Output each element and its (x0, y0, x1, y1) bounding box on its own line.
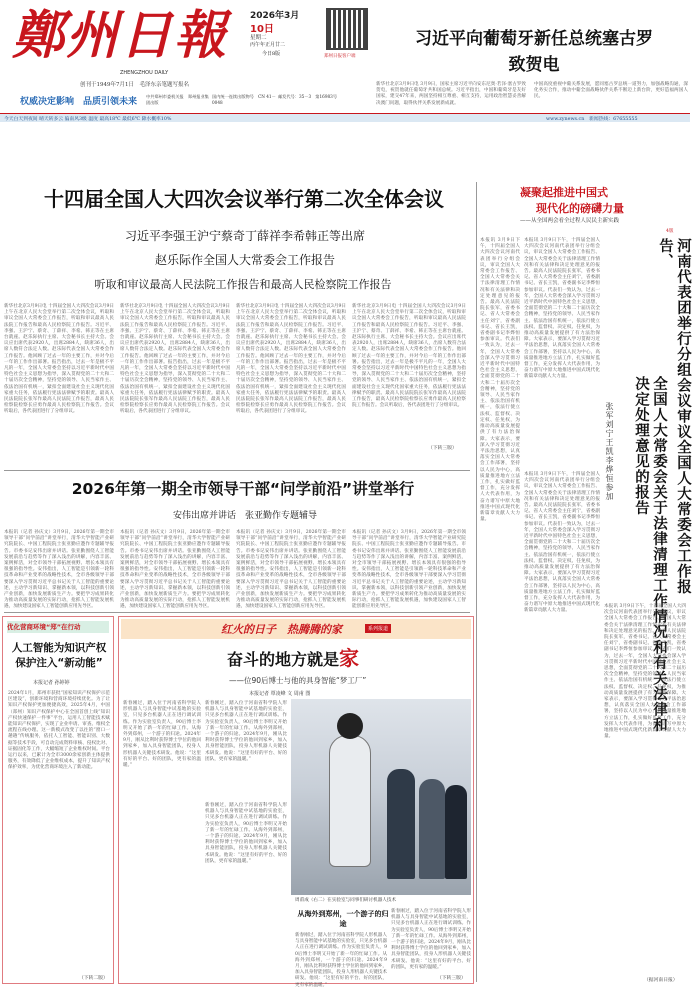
qr-caption: 郑州日报客户端 (324, 54, 356, 59)
date-block (250, 8, 320, 68)
lead-body-col3: 新华社北京3月9日电 十四届全国人大四次会议3月9日上午在北京人民大会堂举行第二次全体会议，听取和审议全国人大常委会工作报告，听取和审议最高人民法院工作报告和最高人民检察院工作报告。习近平、李强、王沪宁、蔡奇、丁薛祥、李希、韩正等在主席台就座。赵乐际执行主席、大会秘书长主持大会。会议应出席代表2920人，出席2884人，缺席36人，出席人数符合法定人数。赵乐际代表全国人大常委会作工作报告。他回顾了过去一年的主要工作，并对今后一年的工作作出部署。报告指出，过去一年是极不平凡的一年，全国人大常委会坚持以习近平新时代中国特色社会主义思想为指导，深入贯彻党的二十大和二十届历次全会精神，坚持党的领导、人民当家作主、依法治国有机统一，紧扣全面建设社会主义现代化国家重大任务，依法履行宪法法律赋予的职责。最高人民法院院长张军作最高人民法院工作报告，最高人民检察院检察长应勇作最高人民检察院工作报告。会议听取后，各代表团进行了分组审议。 (236, 304, 346, 415)
bottom-right-body-col5: 新春刚过，踏入位于河南省科学院人形机器人与具身智能中试基地的实验室，只见多台机器人正在进行调试训练。作为实验室负责人，90后博士李明又开始了新一年的忙碌工作。从海外到郑州，一个游子的归途。2024年9月，刚从比利时获得博士学位的他回到家乡，加入具身智能团队，投身人形机器人关键技术研发。他说：“这里有好的平台、好的团队，更有家的温暖。” (391, 909, 471, 970)
second-sub: 安伟出席并讲话 张亚勤作专题辅导 (172, 511, 317, 521)
lead-body-col2: 新华社北京3月9日电 十四届全国人大四次会议3月9日上午在北京人民大会堂举行第二次全体会议，听取和审议全国人大常委会工作报告，听取和审议最高人民法院工作报告和最高人民检察院工作报告。习近平、李强、王沪宁、蔡奇、丁薛祥、李希、韩正等在主席台就座。赵乐际执行主席、大会秘书长主持大会。会议应出席代表2920人，出席2884人，缺席36人，出席人数符合法定人数。赵乐际代表全国人大常委会作工作报告。他回顾了过去一年的主要工作，并对今后一年的工作作出部署。报告指出，过去一年是极不平凡的一年，全国人大常委会坚持以习近平新时代中国特色社会主义思想为指导，深入贯彻党的二十大和二十届历次全会精神，坚持党的领导、人民当家作主、依法治国有机统一，紧扣全面建设社会主义现代化国家重大任务，依法履行宪法法律赋予的职责。最高人民法院院长张军作最高人民法院工作报告，最高人民检察院检察长应勇作最高人民检察院工作报告。会议听取后，各代表团进行了分组审议。 (120, 304, 230, 415)
bottom-left-byline: 本报记者 孙婷婷 (33, 680, 70, 686)
side-body-col1: 本报讯 3月9日下午，十四届全国人大四次会议河南代表团举行分组会议，审议全国人大常委会工作报告、全国人大常委会关于法律清理工作情况和有关法律和决定处理意见的报告。最高人民法院院长张军，省委书记、省人大常委会主任刘宁，省委副书记、省长王凯，省委副书记李烨恒参加审议。代表们一致认为，过去一年，全国人大常委会深入学习贯彻习近平新时代中国特色社会主义思想，全面贯彻党的二十大和二十届历次全会精神，坚持党的领导、人民当家作主、依法治国有机统一，依法行使立法权、监督权、决定权、任免权，为推动高质量发展提供了有力法治保障。大家表示，要深入学习贯彻习近平法治思想，认真落实全国人大常委会工作部署，坚持以人民为中心，高质量推进地方立法工作，扎实做好监督工作，充分发挥人大代表作用，为奋力谱写中原大地推进中国式现代化新篇章贡献人大力量。 (480, 238, 520, 523)
side-headline-1[interactable]: 河南代表团举行分组会议审议全国人大常委会工作报告、 (657, 238, 691, 595)
side-banner (480, 182, 686, 234)
date-day: 10日 (250, 24, 274, 35)
side-body-col3: 本报讯 3月9日下午，十四届全国人大四次会议河南代表团举行分组会议，审议全国人大常委会工作报告、全国人大常委会关于法律清理工作情况和有关法律和决定处理意见的报告。最高人民法院院长张军，省委书记、省人大常委会主任刘宁，省委副书记、省长王凯，省委副书记李烨恒参加审议。代表们一致认为，过去一年，全国人大常委会深入学习贯彻习近平新时代中国特色社会主义思想，全面贯彻党的二十大和二十届历次全会精神，坚持党的领导、人民当家作主、依法治国有机统一，依法行使立法权、监督权、决定权、任免权，为推动高质量发展提供了有力法治保障。大家表示，要深入学习贯彻习近平法治思想，认真落实全国人大常委会工作部署，坚持以人民为中心，高质量推进地方立法工作，扎实做好监督工作，充分发挥人大代表作用，为奋力谱写中原大地推进中国式现代化新篇章贡献人大力量。 (604, 604, 686, 740)
qr-code-icon[interactable] (326, 8, 368, 50)
pull-quote: 从海外到郑州，一个游子的归途 (297, 910, 389, 928)
lead-sub1: 习近平李强王沪宁蔡奇丁薛祥李希韩正等出席 (124, 229, 365, 243)
bottom-right-body-col3: 新春刚过，踏入位于河南省科学院人形机器人与具身智能中试基地的实验室，只见多台机器人正在进行调试训练。作为实验室负责人，90后博士李明又开始了新一年的忙碌工作。从海外到郑州，一个游子的归途。2024年9月，刚从比利时获得博士学位的他回到家乡，加入具身智能团队，投身人形机器人关键技术研发。他说：“这里有好的平台、好的团队，更有家的温暖。” (205, 803, 287, 864)
divider-vertical (476, 182, 477, 982)
weather-bar (0, 114, 690, 122)
bottom-right-box (118, 616, 474, 988)
page-count: 今日8版 (262, 51, 281, 57)
publisher-line: 中共郑州市委机关报 郑州报业集团出版 (146, 94, 209, 105)
side-body-top: 本报讯 3月9日下午，十四届全国人大四次会议河南代表团举行分组会议，审议全国人大常委会工作报告、全国人大常委会关于法律清理工作情况和有关法律和决定处理意见的报告。最高人民法院院长张军，省委书记、省人大常委会主任刘宁，省委副书记、省长王凯，省委副书记李烨恒参加审议。代表们一致认为，过去一年，全国人大常委会深入学习贯彻习近平新时代中国特色社会主义思想，全面贯彻党的二十大和二十届历次全会精神，坚持党的领导、人民当家作主、依法治国有机统一，依法行使立法权、监督权、决定权、任免权，为推动高质量发展提供了有力法治保障。大家表示，要深入学习贯彻习近平法治思想，认真落实全国人大常委会工作部署，坚持以人民为中心，高质量推进地方立法工作，扎实做好监督工作，充分发挥人大代表作用，为奋力谱写中原大地推进中国式现代化新篇章贡献人大力量。 (524, 238, 600, 380)
side-continued[interactable]: （据河南日报） (644, 978, 678, 983)
slogan: 权威决定影响 品质引领未来 (20, 97, 138, 107)
bottom-right-sub: ——位90后博士与他的具身智能“梦工厂” (229, 676, 367, 685)
side-body-col2: 本报讯 3月9日下午，十四届全国人大四次会议河南代表团举行分组会议，审议全国人大常委会工作报告、全国人大常委会关于法律清理工作情况和有关法律和决定处理意见的报告。最高人民法院院长张军，省委书记、省人大常委会主任刘宁，省委副书记、省长王凯，省委副书记李烨恒参加审议。代表们一致认为，过去一年，全国人大常委会深入学习贯彻习近平新时代中国特色社会主义思想，全面贯彻党的二十大和二十届历次全会精神，坚持党的领导、人民当家作主、依法治国有机统一，依法行使立法权、监督权、决定权、任免权，为推动高质量发展提供了有力法治保障。大家表示，要深入学习贯彻习近平法治思想，认真落实全国人大常委会工作部署，坚持以人民为中心，高质量推进地方立法工作，扎实做好监督工作，充分发挥人大代表作用，为奋力谱写中原大地推进中国式现代化新篇章贡献人大力量。 (524, 472, 600, 614)
divider-lead (4, 470, 470, 471)
website-text: www.zynews.cn 新闻热线：67655555 (546, 117, 638, 122)
headline-key-char: 家 (339, 646, 360, 670)
masthead-pinyin: ZHENGZHOU DAILY (120, 70, 169, 76)
top-story-col2: 中国高度重视中葡关系发展，愿同塞古罗总统一道努力，加强战略沟通，深化务实合作，推动中葡全面战略伙伴关系不断迈上新台阶，更好造福两国人民。 (534, 82, 688, 100)
side-sub: 张军刘宁王凯李烨恒参加 (605, 402, 614, 501)
second-body-col4: 本报讯（记者 孙庆文）3月9日，2026年第一期全市领导干部“问学前沿”讲堂举行，清华大学智能产业研究院院长、中国工程院院士张亚勤应邀作专题辅导报告。市委书记安伟出席并讲话。张亚勤围绕人工智能发展前沿与趋势等作了深入浅出的讲解，内容丰富、案例鲜活，对全市领导干部拓展视野、增长本领具有很强的指导性。安伟指出，人工智能是引领新一轮科技革命和产业变革的战略性技术，全市各级领导干部要深入学习贯彻习近平总书记关于人工智能的重要论述，主动学习新知识、掌握新本领，以科技创新引领产业创新，加快发展新质生产力。要把学习成果转化为推动高质量发展的实际行动，抢抓人工智能发展机遇，加快建设国家人工智能创新应用先导区。 (352, 530, 466, 610)
date-lunar: 丙午年正月廿二 (250, 42, 286, 48)
bottom-right-banner (121, 619, 471, 639)
lead-body-col4: 新华社北京3月9日电 十四届全国人大四次会议3月9日上午在北京人民大会堂举行第二次全体会议，听取和审议全国人大常委会工作报告，听取和审议最高人民法院工作报告和最高人民检察院工作报告。习近平、李强、王沪宁、蔡奇、丁薛祥、李希、韩正等在主席台就座。赵乐际执行主席、大会秘书长主持大会。会议应出席代表2920人，出席2884人，缺席36人，出席人数符合法定人数。赵乐际代表全国人大常委会作工作报告。他回顾了过去一年的主要工作，并对今后一年的工作作出部署。报告指出，过去一年是极不平凡的一年，全国人大常委会坚持以习近平新时代中国特色社会主义思想为指导，深入贯彻党的二十大和二十届历次全会精神，坚持党的领导、人民当家作主、依法治国有机统一，紧扣全面建设社会主义现代化国家重大任务，依法履行宪法法律赋予的职责。最高人民法院院长张军作最高人民法院工作报告，最高人民检察院检察长应勇作最高人民检察院工作报告。会议听取后，各代表团进行了分组审议。 (352, 304, 466, 409)
issn-line: 国内统一连续出版物号 CN 41－0048 (212, 94, 276, 105)
bottom-right-banner-text: 红火的日子 热腾腾的家 (221, 623, 342, 636)
bottom-right-body-col1: 新春刚过，踏入位于河南省科学院人形机器人与具身智能中试基地的实验室，只见多台机器人正在进行调试训练。作为实验室负责人，90后博士李明又开始了新一年的忙碌工作。从海外到郑州，一个游子的归途。2024年9月，刚从比利时获得博士学位的他回到家乡，加入具身智能团队，投身人形机器人关键技术研发。他说：“这里有好的平台、好的团队，更有家的温暖。” (123, 701, 201, 769)
bottom-right-headline-text: 奋斗的地方就是家 (227, 646, 360, 670)
bottom-right-byline: 本报记者 覃凌峰 文 周甫 图 (249, 691, 311, 697)
bottom-left-body: 2024年1月，郑州市获批“国家知识产权保护示范区建设”，创新环境和营商环境持续优化。为了让知识产权保护更加便捷高效，2025年4月，中国（郑州）知识产权保护中心在全国首创上线“知识产权快速保护一件事”平台，运用人工智能技术赋能知识产权保护，实现了企业申请、审查、维权全流程在线办理。这一新模式改变了以往的“窗口一趟趟”传统服务，依托人工智能、智能识别、大数据等技术手段，可自动完成资料审核、侵权比对、证据固化等工作，大幅缩短了企业维权时间。平台运行以来，已累计为全市3000余家创新主体提供服务，有效降低了企业维权成本，提升了知识产权保护效率，为优化营商环境注入了新动能。 (8, 691, 110, 771)
lead-sub3: 听取和审议最高人民法院工作报告和最高人民检察院工作报告 (94, 278, 392, 291)
robot-head (337, 713, 363, 739)
second-body-col3: 本报讯（记者 孙庆文）3月9日，2026年第一期全市领导干部“问学前沿”讲堂举行，清华大学智能产业研究院院长、中国工程院院士张亚勤应邀作专题辅导报告。市委书记安伟出席并讲话。张亚勤围绕人工智能发展前沿与趋势等作了深入浅出的讲解，内容丰富、案例鲜活，对全市领导干部拓展视野、增长本领具有很强的指导性。安伟指出，人工智能是引领新一轮科技革命和产业变革的战略性技术，全市各级领导干部要深入学习贯彻习近平总书记关于人工智能的重要论述，主动学习新知识、掌握新本领，以科技创新引领产业创新，加快发展新质生产力。要把学习成果转化为推动高质量发展的实际行动，抢抓人工智能发展机遇，加快建设国家人工智能创新应用先导区。 (236, 530, 346, 610)
photo-caption: 周甫成（右二）在实验室与同事们研讨机器人技术 (295, 898, 397, 903)
weather-text: 今天白天到夜间 晴天转多云 偏南风3级 温度 最高18℃ 最低6℃ 降水概率10% (4, 117, 172, 122)
side-banner-page[interactable]: 4版 (666, 229, 674, 234)
divider-second (4, 612, 470, 613)
second-body-col1: 本报讯（记者 孙庆文）3月9日，2026年第一期全市领导干部“问学前沿”讲堂举行，清华大学智能产业研究院院长、中国工程院院士张亚勤应邀作专题辅导报告。市委书记安伟出席并讲话。张亚勤围绕人工智能发展前沿与趋势等作了深入浅出的讲解，内容丰富、案例鲜活，对全市领导干部拓展视野、增长本领具有很强的指导性。安伟指出，人工智能是引领新一轮科技革命和产业变革的战略性技术，全市各级领导干部要深入学习贯彻习近平总书记关于人工智能的重要论述，主动学习新知识、掌握新本领，以科技创新引领产业创新，加快发展新质生产力。要把学习成果转化为推动高质量发展的实际行动，抢抓人工智能发展机遇，加快建设国家人工智能创新应用先导区。 (4, 530, 114, 610)
side-headline-2[interactable]: 全国人大常委会关于法律清理工作情况和有关法律和决定处理意见的报告 (633, 376, 667, 733)
side-banner-line1: 凝聚起推进中国式 (520, 186, 608, 199)
series-tag: 系列报道 (365, 624, 391, 633)
lab-photo (291, 699, 471, 895)
bottom-left-headline[interactable]: 人工智能为知识产权保护注入“新动能” (11, 642, 107, 669)
top-story (376, 2, 688, 112)
person-2 (419, 779, 445, 879)
top-story-col1: 新华社北京3月9日电 3月9日，国家主席习近平向安东尼奥·若泽·塞古罗致贺电，祝贺他就任葡萄牙共和国总统。习近平指出，中国和葡萄牙是友好国家，建交47年来，两国坚持相互尊重、相互支持，运用政治智慧妥善解决澳门问题，取得伙伴关系发展新成就。 (376, 82, 526, 106)
masthead (0, 0, 372, 120)
date-year: 2026年3月 (250, 11, 300, 21)
lead-sub2: 赵乐际作全国人大常委会工作报告 (154, 253, 335, 267)
bottom-right-body-col2: 新春刚过，踏入位于河南省科学院人形机器人与具身智能中试基地的实验室，只见多台机器人正在进行调试训练。作为实验室负责人，90后博士李明又开始了新一年的忙碌工作。从海外到郑州，一个游子的归途。2024年9月，刚从比利时获得博士学位的他回到家乡，加入具身智能团队，投身人形机器人关键技术研发。他说：“这里有好的平台、好的团队，更有家的温暖。” (205, 701, 287, 762)
second-body-col2: 本报讯（记者 孙庆文）3月9日，2026年第一期全市领导干部“问学前沿”讲堂举行，清华大学智能产业研究院院长、中国工程院院士张亚勤应邀作专题辅导报告。市委书记安伟出席并讲话。张亚勤围绕人工智能发展前沿与趋势等作了深入浅出的讲解，内容丰富、案例鲜活，对全市领导干部拓展视野、增长本领具有很强的指导性。安伟指出，人工智能是引领新一轮科技革命和产业变革的战略性技术，全市各级领导干部要深入学习贯彻习近平总书记关于人工智能的重要论述，主动学习新知识、掌握新本领，以科技创新引领产业创新，加快发展新质生产力。要把学习成果转化为推动高质量发展的实际行动，抢抓人工智能发展机遇，加快建设国家人工智能创新应用先导区。 (120, 530, 230, 610)
robot-figure (329, 735, 371, 867)
lead-body-col1: 新华社北京3月9日电 十四届全国人大四次会议3月9日上午在北京人民大会堂举行第二次全体会议，听取和审议全国人大常委会工作报告，听取和审议最高人民法院工作报告和最高人民检察院工作报告。习近平、李强、王沪宁、蔡奇、丁薛祥、李希、韩正等在主席台就座。赵乐际执行主席、大会秘书长主持大会。会议应出席代表2920人，出席2884人，缺席36人，出席人数符合法定人数。赵乐际代表全国人大常委会作工作报告。他回顾了过去一年的主要工作，并对今后一年的工作作出部署。报告指出，过去一年是极不平凡的一年，全国人大常委会坚持以习近平新时代中国特色社会主义思想为指导，深入贯彻党的二十大和二十届历次全会精神，坚持党的领导、人民当家作主、依法治国有机统一，紧扣全面建设社会主义现代化国家重大任务，依法履行宪法法律赋予的职责。最高人民法院院长张军作最高人民法院工作报告，最高人民检察院检察长应勇作最高人民检察院工作报告。会议听取后，各代表团进行了分组审议。 (4, 304, 114, 415)
bottom-left-box (2, 616, 114, 984)
top-story-headline[interactable]: 习近平向葡萄牙新任总统塞古罗致贺电 (415, 29, 653, 75)
founded-note: 创刊于1949年7月1日 毛泽东亲笔题写报名 (80, 82, 189, 88)
bottom-right-headline[interactable] (227, 647, 359, 671)
bottom-left-kicker: 优化营商环境“郑”在行动 (7, 621, 109, 633)
post-line: 邮发代号：35－3 第16983号 (278, 94, 338, 99)
person-3 (445, 785, 467, 879)
side-banner-line3: ——从全国两会看全过程人民民主新实践 (520, 218, 620, 224)
bottom-right-continued[interactable]: （下转三版） (437, 976, 466, 981)
side-banner-line2: 现代化的磅礴力量 (536, 202, 624, 215)
bottom-left-continued[interactable]: （下转二版） (79, 976, 108, 981)
date-weekday: 星期二 (250, 35, 267, 41)
bottom-right-body-col4: 新春刚过，踏入位于河南省科学院人形机器人与具身智能中试基地的实验室，只见多台机器人正在进行调试训练。作为实验室负责人，90后博士李明又开始了新一年的忙碌工作。从海外到郑州，一个游子的归途。2024年9月，刚从比利时获得博士学位的他回到家乡，加入具身智能团队，投身人形机器人关键技术研发。他说：“这里有好的平台、好的团队，更有家的温暖。” (295, 933, 387, 988)
lead-continued[interactable]: （下转三版） (428, 446, 457, 451)
lead-headline[interactable]: 十四届全国人大四次会议举行第二次全体会议 (44, 187, 444, 211)
masthead-title: 鄭州日報 (12, 5, 229, 66)
person-1 (387, 769, 415, 879)
second-headline[interactable]: 2026年第一期全市领导干部“问学前沿”讲堂举行 (71, 480, 415, 498)
